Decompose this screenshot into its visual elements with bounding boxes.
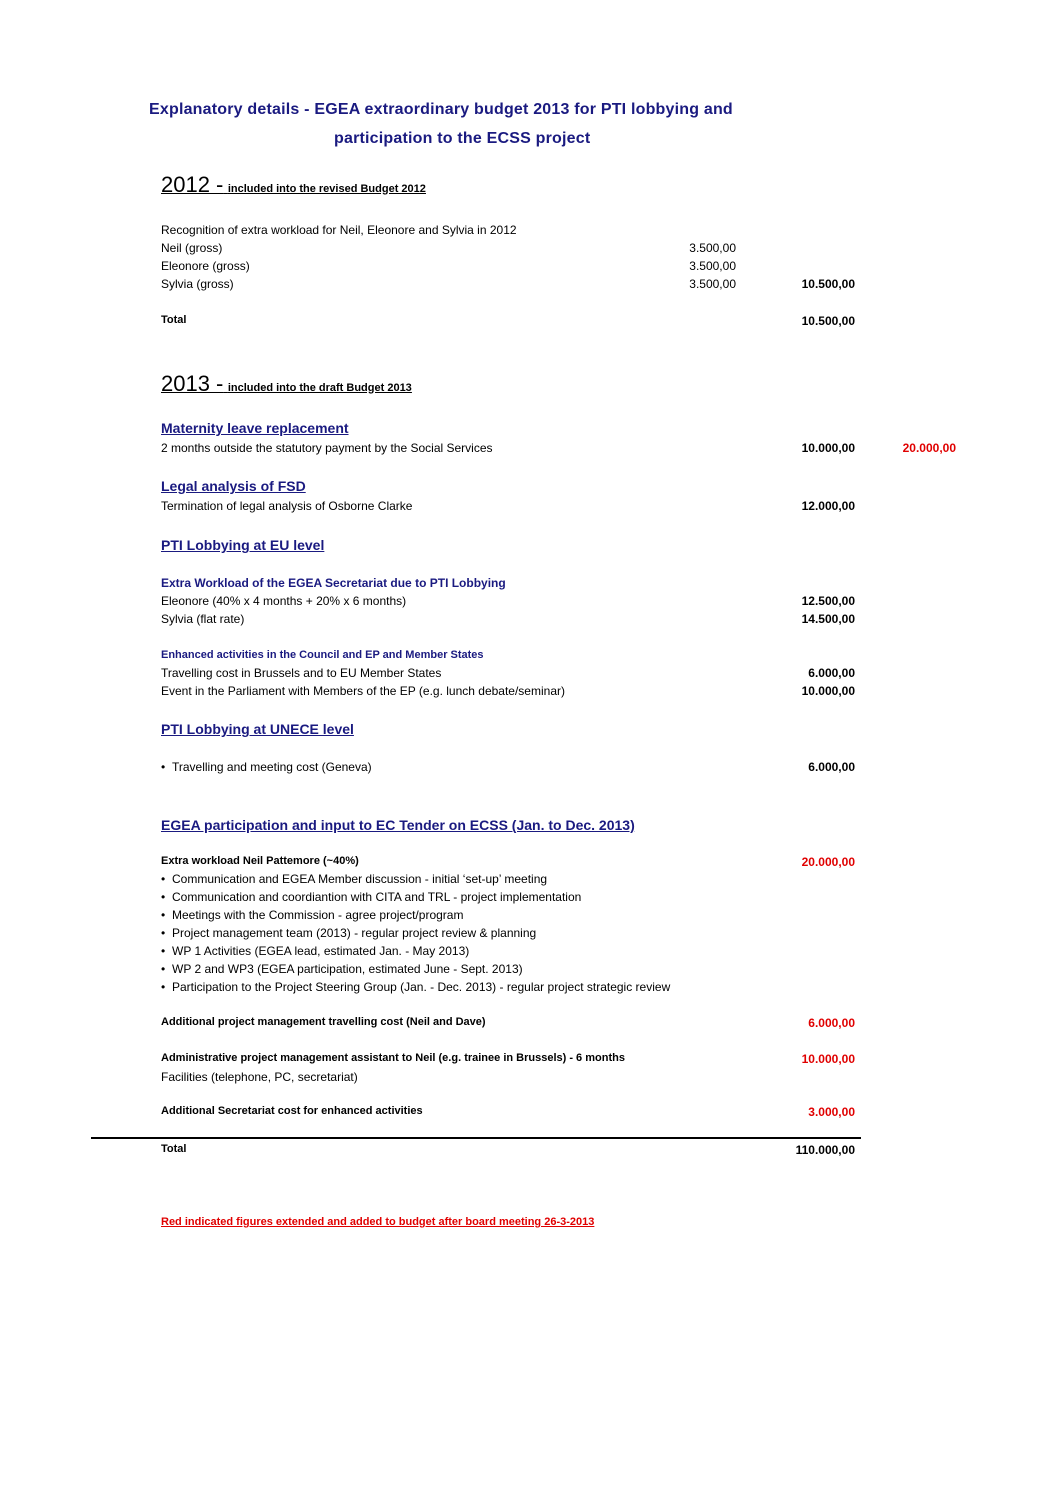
ecss-secretariat-label: Additional Secretariat cost for enhanced activities (161, 1105, 423, 1117)
footnote: Red indicated figures extended and added to budget after board meeting 26-3-2013 (161, 1216, 595, 1228)
legal-desc: Termination of legal analysis of Osborne Clarke (161, 499, 413, 513)
y2012-row-amount: 3.500,00 (689, 277, 736, 291)
ecss-bullet-item: Project management team (2013) - regular project review & planning (172, 926, 537, 940)
ecss-bullet-item: Meetings with the Commission - agree project/program (172, 908, 464, 922)
ecss-bullet-item: Communication and coordiantion with CITA and TRL - project implementation (172, 890, 582, 904)
y2012-total-label: Total (161, 314, 187, 326)
pti-eu-activity-row: Travelling cost in Brussels and to EU Member States (161, 666, 442, 680)
year-2012-subtitle: included into the revised Budget 2012 (227, 183, 426, 195)
legal-heading: Legal analysis of FSD (161, 478, 306, 494)
y2012-row-label: Eleonore (gross) (161, 259, 250, 273)
ecss-facilities: Facilities (telephone, PC, secretariat) (161, 1070, 358, 1084)
y2012-row-amount: 3.500,00 (689, 241, 736, 255)
ecss-bullet: • (161, 908, 166, 922)
ecss-bullet-item: Participation to the Project Steering Group (Jan. - Dec. 2013) - regular project strategic review (172, 980, 671, 994)
y2012-row-label: Sylvia (gross) (161, 277, 234, 291)
year-2013-label: 2013 - (161, 371, 224, 396)
ecss-bullet: • (161, 980, 166, 994)
year-2012-label: 2012 - (161, 172, 224, 197)
ecss-bullet: • (161, 962, 166, 976)
ecss-bullet: • (161, 944, 166, 958)
maternity-value: 10.000,00 (801, 441, 855, 455)
y2012-total-value: 10.500,00 (801, 314, 855, 328)
pti-unece-bullet: • (161, 760, 166, 774)
maternity-desc: 2 months outside the statutory payment by the Social Services (161, 441, 493, 455)
y2012-row-label: Neil (gross) (161, 241, 223, 255)
ecss-bullet: • (161, 872, 166, 886)
ecss-bullet: • (161, 890, 166, 904)
y2012-row-amount: 3.500,00 (689, 259, 736, 273)
year-2013-heading (161, 371, 412, 397)
pti-eu-workload-value: 14.500,00 (801, 612, 855, 626)
pti-unece-item: Travelling and meeting cost (Geneva) (172, 760, 372, 774)
maternity-heading: Maternity leave replacement (161, 420, 349, 436)
pti-unece-heading: PTI Lobbying at UNECE level (161, 721, 354, 737)
pti-eu-activities-heading: Enhanced activities in the Council and EP and Member States (161, 649, 484, 661)
ecss-secretariat-value: 3.000,00 (808, 1105, 855, 1119)
year-2012-heading (161, 172, 426, 198)
ecss-travel-label: Additional project management travelling cost (Neil and Dave) (161, 1016, 486, 1028)
pti-eu-workload-value: 12.500,00 (801, 594, 855, 608)
year-2013-subtitle: included into the draft Budget 2013 (227, 382, 412, 394)
page-title-line2: participation to the ECSS project (334, 130, 591, 147)
ecss-assistant-label: Administrative project management assistant to Neil (e.g. trainee in Brussels) - 6 months (161, 1052, 625, 1064)
pti-eu-activity-row: Event in the Parliament with Members of the EP (e.g. lunch debate/seminar) (161, 684, 565, 698)
page-title-line1: Explanatory details - EGEA extraordinary budget 2013 for PTI lobbying and (149, 101, 733, 118)
pti-eu-workload-row: Sylvia (flat rate) (161, 612, 245, 626)
pti-eu-activity-value: 10.000,00 (801, 684, 855, 698)
pti-eu-workload-row: Eleonore (40% x 4 months + 20% x 6 months) (161, 594, 407, 608)
y2013-total-label: Total (161, 1143, 187, 1155)
ecss-bullet-item: Communication and EGEA Member discussion - initial ‘set-up’ meeting (172, 872, 548, 886)
y2012-intro: Recognition of extra workload for Neil, Eleonore and Sylvia in 2012 (161, 223, 517, 237)
ecss-bullet: • (161, 926, 166, 940)
maternity-extended-value: 20.000,00 (902, 441, 956, 455)
pti-unece-value: 6.000,00 (808, 760, 855, 774)
y2013-total-value: 110.000,00 (795, 1143, 855, 1157)
ecss-heading: EGEA participation and input to EC Tender on ECSS (Jan. to Dec. 2013) (161, 817, 635, 833)
legal-value: 12.000,00 (801, 499, 855, 513)
ecss-travel-value: 6.000,00 (808, 1016, 855, 1030)
ecss-workload-value: 20.000,00 (801, 855, 855, 869)
pti-eu-heading: PTI Lobbying at EU level (161, 537, 325, 553)
total-divider (91, 1137, 861, 1139)
ecss-bullet-item: WP 1 Activities (EGEA lead, estimated Jan. - May 2013) (172, 944, 470, 958)
pti-eu-workload-heading: Extra Workload of the EGEA Secretariat due to PTI Lobbying (161, 576, 506, 590)
pti-eu-activity-value: 6.000,00 (808, 666, 855, 680)
ecss-bullet-item: WP 2 and WP3 (EGEA participation, estimated June - Sept. 2013) (172, 962, 523, 976)
y2012-subtotal: 10.500,00 (801, 277, 855, 291)
ecss-workload-label: Extra workload Neil Pattemore (~40%) (161, 855, 359, 867)
ecss-assistant-value: 10.000,00 (801, 1052, 855, 1066)
